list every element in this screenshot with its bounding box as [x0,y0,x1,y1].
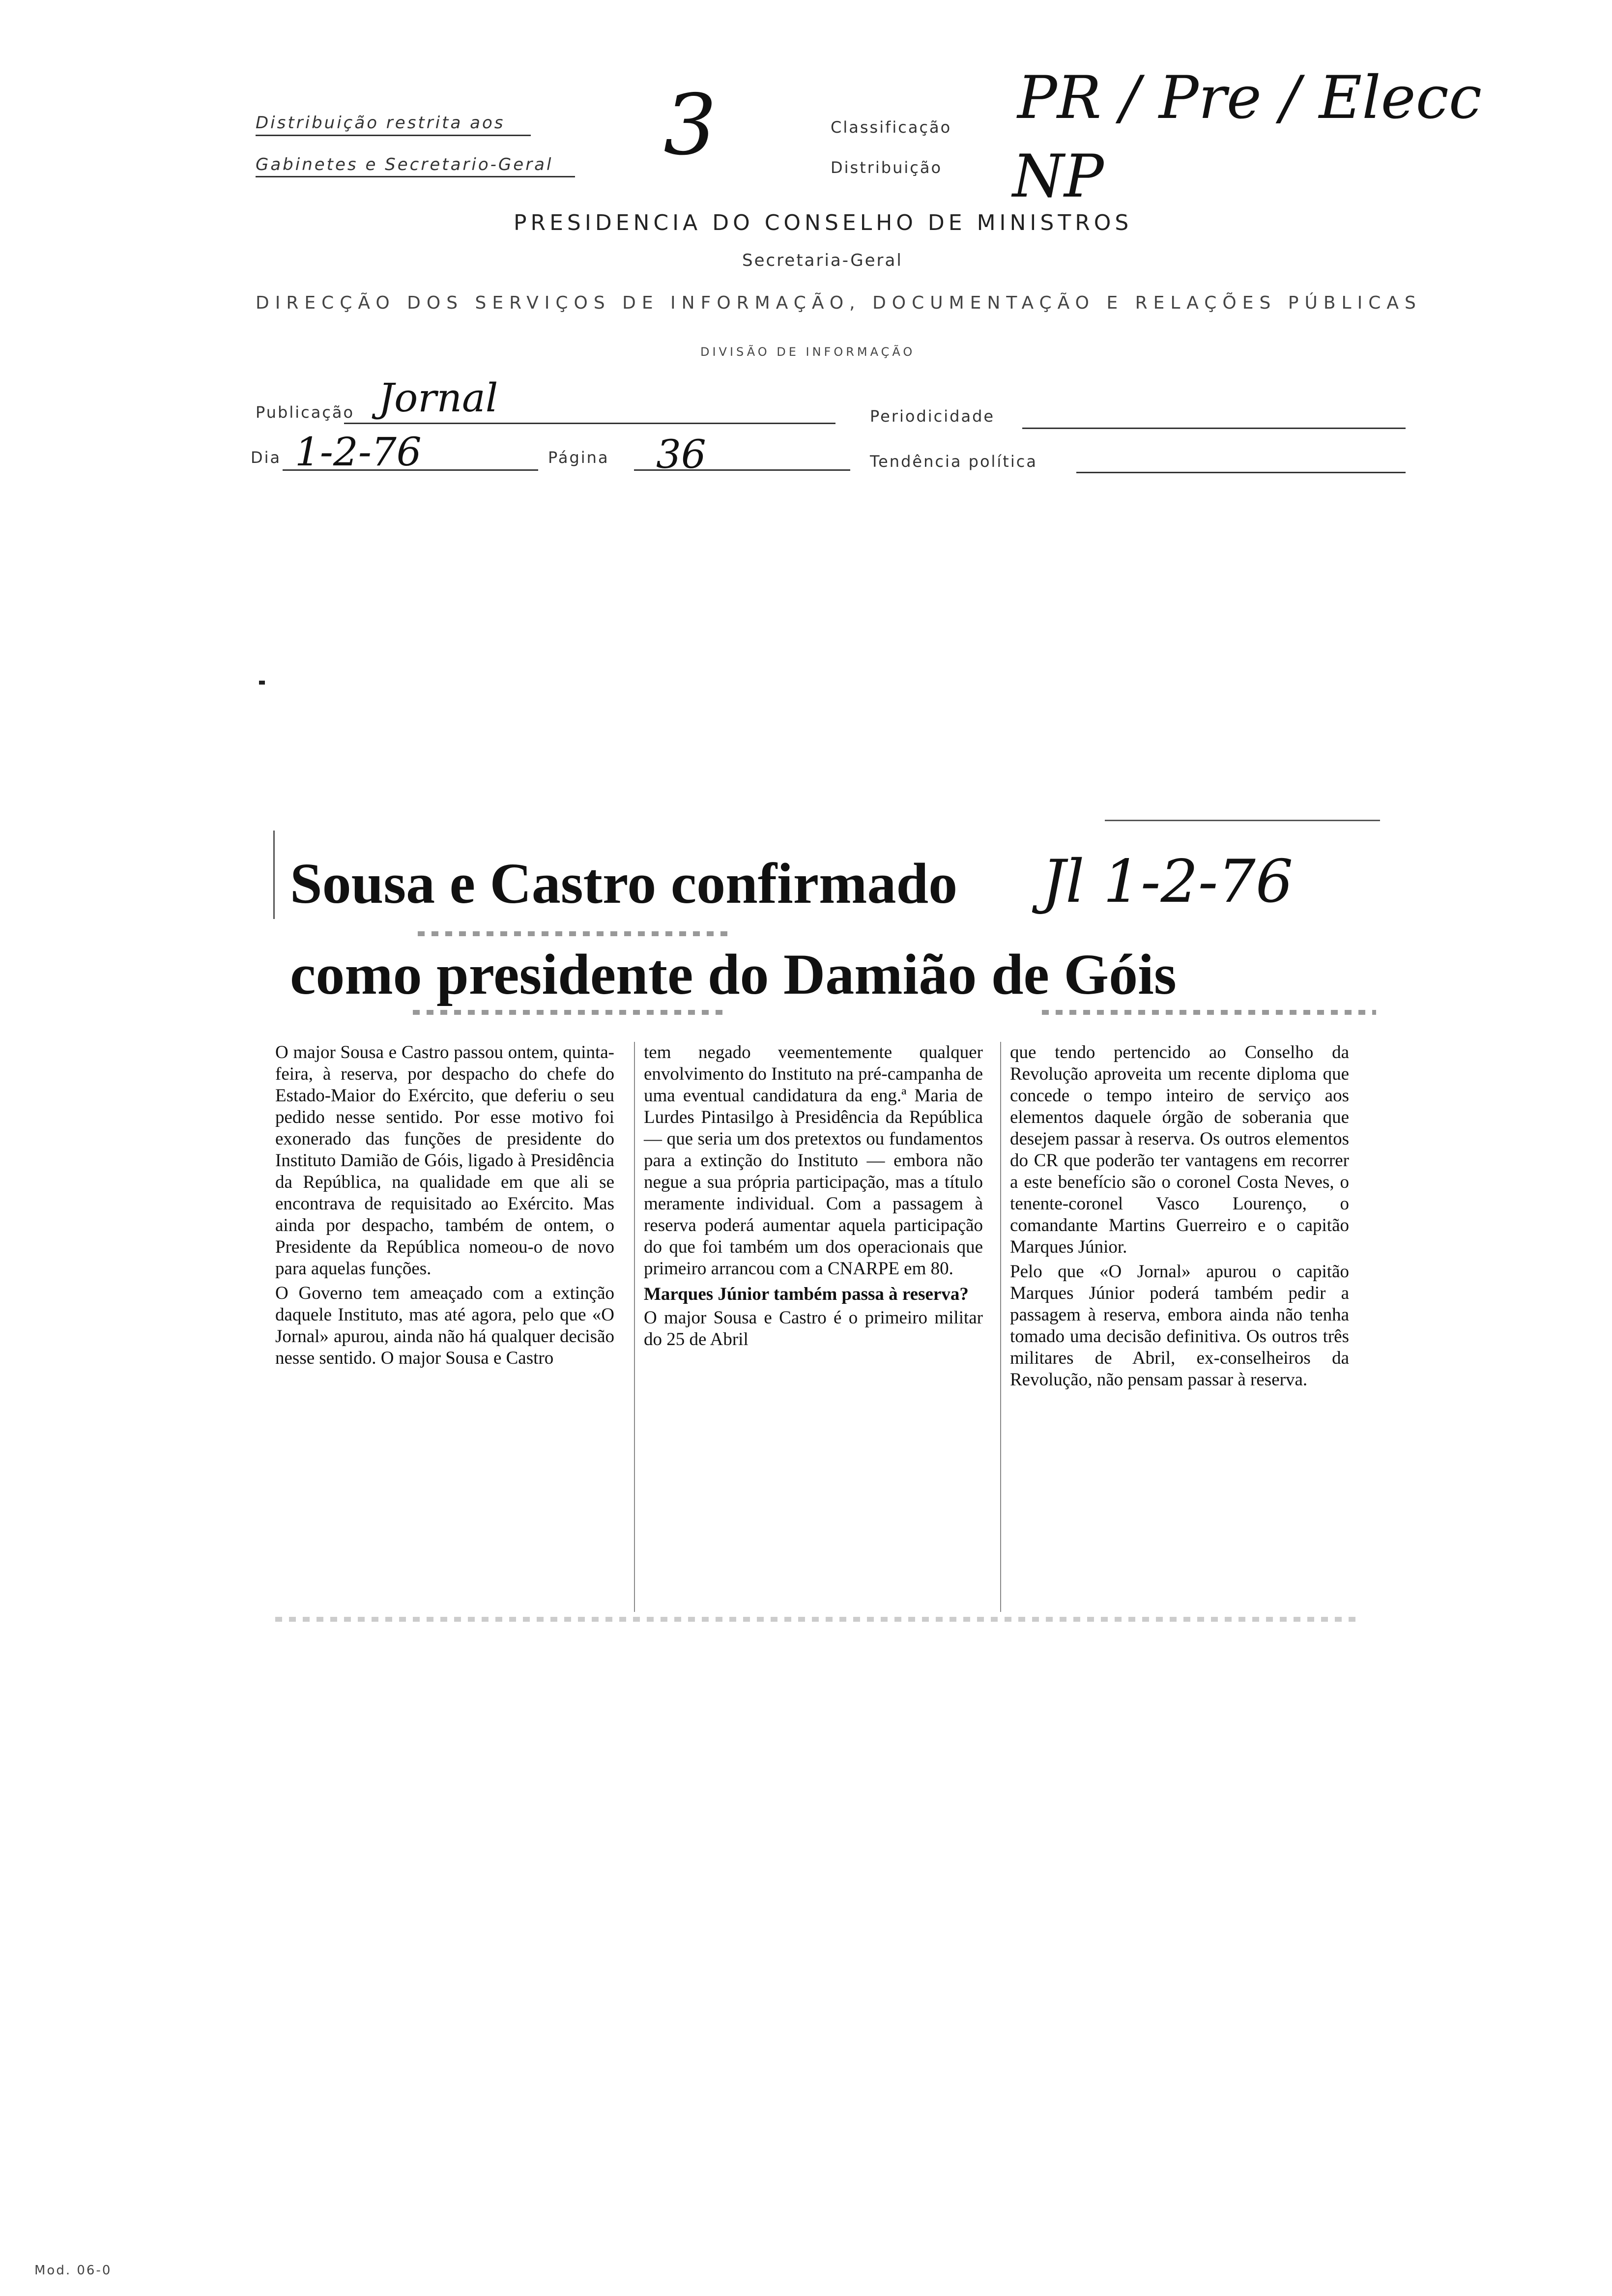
scan-noise [275,1617,1356,1622]
clipping-left-edge [273,831,275,919]
paragraph: que tendo pertencido ao Conselho da Revolução aproveita um recente diploma que concede o tempo inteiro de serviço aos elementos daquele órgão de soberania que desejem passar à reserva. Os outros elementos do CR que poderão ter vantagens em recorrer a este benefício são o coronel Costa Neves, o tenente-coronel Vasco Lourenço, o comandante Martins Guerreiro e o capitão Marques Júnior. [1010,1042,1349,1257]
handwritten-classification: PR / Pre / Elecc [1017,64,1482,132]
handwritten-distribution: NP [1012,143,1104,211]
scan-noise [418,931,732,936]
headline-line-2: como presidente do Damião de Góis [290,942,1177,1006]
publication-label: Publicação [256,403,355,422]
paragraph: O Governo tem ameaçado com a extinção daquele Instituto, mas até agora, pelo que «O Jornal» apurou, ainda não há qualquer decisão nesse sentido. O major Sousa e Castro [275,1283,614,1368]
form-model-number: Mod. 06-0 [34,2263,112,2278]
scan-noise [1042,1010,1376,1015]
periodicity-field [1022,428,1406,429]
classification-label: Classificação [831,118,952,137]
article-subheading: Marques Júnior também passa à reserva? [644,1284,969,1304]
handwritten-page: 36 [656,431,706,477]
publication-field [344,423,835,424]
clipping-top-edge [1105,820,1380,821]
secretariat-label: Secretaria-Geral [742,251,903,270]
handwritten-day: 1-2-76 [295,429,422,475]
page-label: Página [548,448,609,467]
handwritten-number: 3 [663,77,717,174]
column-divider [634,1042,635,1612]
column-divider [1000,1042,1001,1612]
tendency-field [1076,472,1406,473]
tendency-label: Tendência política [870,452,1037,471]
day-label: Dia [251,448,282,467]
distribution-line-1: Distribuição restrita aos [256,113,505,133]
scan-speck [259,681,265,685]
institution-title: PRESIDENCIA DO CONSELHO DE MINISTROS [514,210,1133,235]
distribution-line-2: Gabinetes e Secretario-Geral [256,155,553,174]
paragraph: tem negado veementemente qualquer envolvimento do Instituto na pré-campanha de uma eventual candidatura da eng.ª Maria de Lurdes Pintasilgo à Presidência da República — que seria um dos pretextos ou fundamentos para a extinção do Instituto — embora não negue a sua própria participação, mas a título meramente individual. Com a passagem à reserva poderá aumentar aquela participação do que foi também um dos operacionais que primeiro arrancou com a CNARPE em 80. [644,1042,983,1279]
distribution-rule-1 [256,135,531,136]
paragraph: Pelo que «O Jornal» apurou o capitão Marques Júnior poderá também pedir a passagem à reserva, embora ainda não tenha tomado uma decisão definitiva. Os outros três militares de Abril, ex-conselheiros da Revolução, não pensam passar à reserva. [1010,1262,1349,1390]
handwritten-publication: Jornal [378,375,498,421]
distribution-rule-2 [256,176,575,177]
handwritten-article-date: Jl 1-2-76 [1042,848,1294,916]
paragraph: O major Sousa e Castro é o primeiro militar do 25 de Abril [644,1308,983,1349]
headline-line-1: Sousa e Castro confirmado [290,851,958,916]
division-label: DIVISÃO DE INFORMAÇÃO [700,345,916,359]
periodicity-label: Periodicidade [870,407,995,426]
paragraph: O major Sousa e Castro passou ontem, quinta-feira, à reserva, por despacho do chefe do Estado-Maior do Exército, que deferiu o seu pedido nesse sentido. Por esse motivo foi exonerado das funções de presidente do Instituto Damião de Góis, ligado à Presidência da República, na qualidade em que ali se encontrava de requisitado ao Exército. Mas ainda por despacho, também de ontem, o Presidente da República nomeou-o de novo para aquelas funções. [275,1042,614,1279]
scan-noise [413,1010,727,1015]
directorate-title: DIRECÇÃO DOS SERVIÇOS DE INFORMAÇÃO, DOCUMENTAÇÃO E RELAÇÕES PÚBLICAS [256,293,1422,313]
distribution-label: Distribuição [831,158,943,177]
article-column-2 [644,1042,983,1353]
article-column-1 [275,1042,614,1372]
article-column-3 [1010,1042,1349,1394]
